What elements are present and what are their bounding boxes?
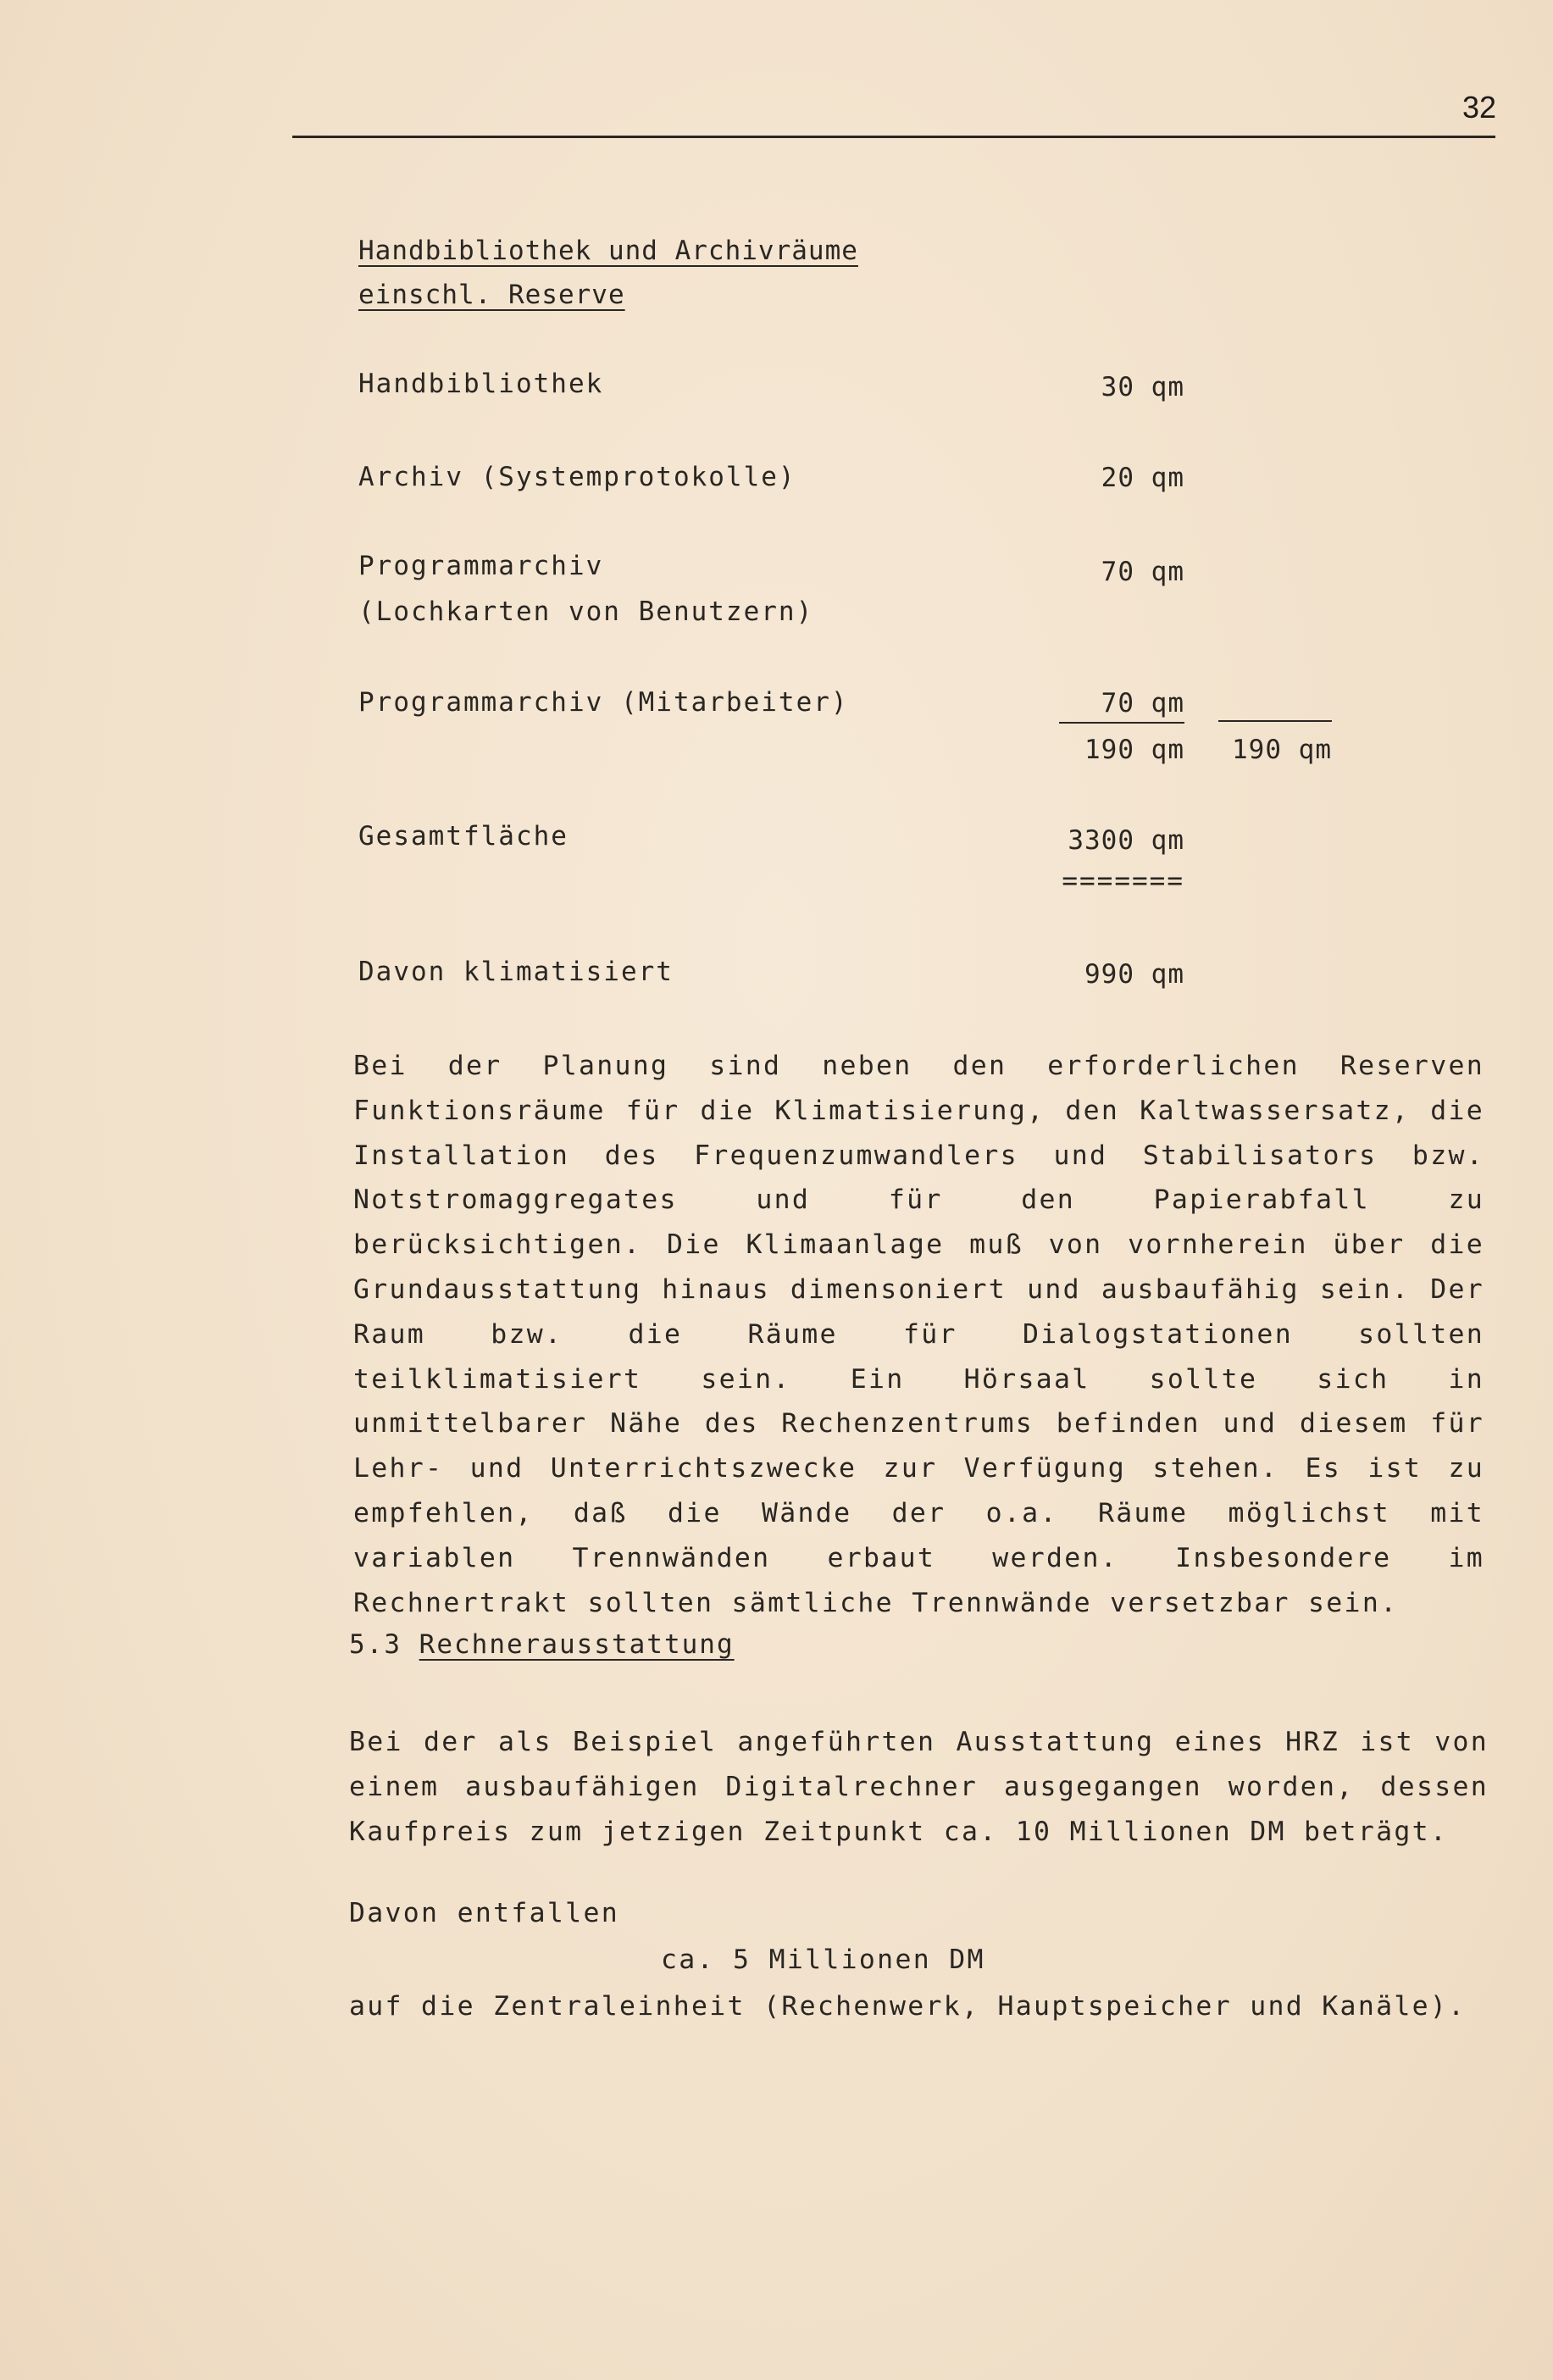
paragraph-equipment: Bei der als Beispiel angeführten Ausstattung eines HRZ ist von einem ausbaufähigen Digitalrechner ausgegangen worden, dessen Kaufpreis zum jetzigen Zeitpunkt ca. 10 Millionen DM beträgt. [349,1727,1489,1847]
paragraph-planning: Bei der Planung sind neben den erforderlichen Reserven Funktionsräume für die Klimatisierung, den Kaltwassersatz, die Installation des Frequenzumwandlers und Stabilisators bzw. Notstromaggregates und für den Papierabfall zu berücksichtigen. Die Klimaanlage muß von vornherein über die Grundausstattung hinaus dimensoniert und ausbaufähig sein. Der Raum bzw. die Räume für Dialogstationen sollten teilklimatisiert sein. Ein Hörsaal sollte sich in unmittelbarer Nähe des Rechenzentrums befinden und diesem für Lehr- und Unterrichtszwecke zur Verfügung stehen. Es ist zu empfehlen, daß die Wände der o.a. Räume möglichst mit variablen Trennwänden erbaut werden. Insbesondere im Rechnertrakt sollten sämtliche Trennwände versetzbar sein. [353,1051,1484,1618]
subsection-title: Rechnerausstattung [419,1629,735,1660]
carry-rule [1218,720,1332,722]
final-line: auf die Zentraleinheit (Rechenwerk, Hauptspeicher und Kanäle). [349,1991,1467,2022]
row-label-programmarchiv-lochkarten-line2: (Lochkarten von Benutzern) [358,596,814,627]
section-title-line2: einschl. Reserve [358,280,625,310]
subsection-heading [349,1623,735,1667]
page-number: 32 [1461,90,1496,125]
row-amount-programmarchiv-lochkarten: 70 qm [1101,557,1184,587]
row-label-programmarchiv-mitarbeiter: Programmarchiv (Mitarbeiter) [358,687,849,718]
climate-amount: 990 qm [1084,959,1184,990]
subsection-number: 5.3 [349,1629,402,1660]
row-label-handbibliothek: Handbibliothek [358,369,604,399]
amount-line: ca. 5 Millionen DM [661,1944,985,1975]
total-double-rule: ======= [1062,866,1184,896]
total-label: Gesamtfläche [358,821,569,852]
row-amount-handbibliothek: 30 qm [1101,372,1184,402]
row-amount-programmarchiv-mitarbeiter: 70 qm [1059,685,1184,724]
row-label-archiv: Archiv (Systemprotokolle) [358,462,796,492]
subtotal-amount: 190 qm [1084,735,1184,765]
header-rule [292,136,1495,138]
section-title-line1: Handbibliothek und Archivräume [358,236,858,266]
row-label-programmarchiv-lochkarten-line1: Programmarchiv [358,551,604,581]
row-amount-archiv: 20 qm [1101,463,1184,493]
climate-label: Davon klimatisiert [358,957,674,987]
total-amount: 3300 qm [1068,825,1184,856]
subtotal-carried: 190 qm [1232,735,1332,765]
section-title [358,229,951,317]
davon-entfallen: Davon entfallen [349,1898,619,1928]
